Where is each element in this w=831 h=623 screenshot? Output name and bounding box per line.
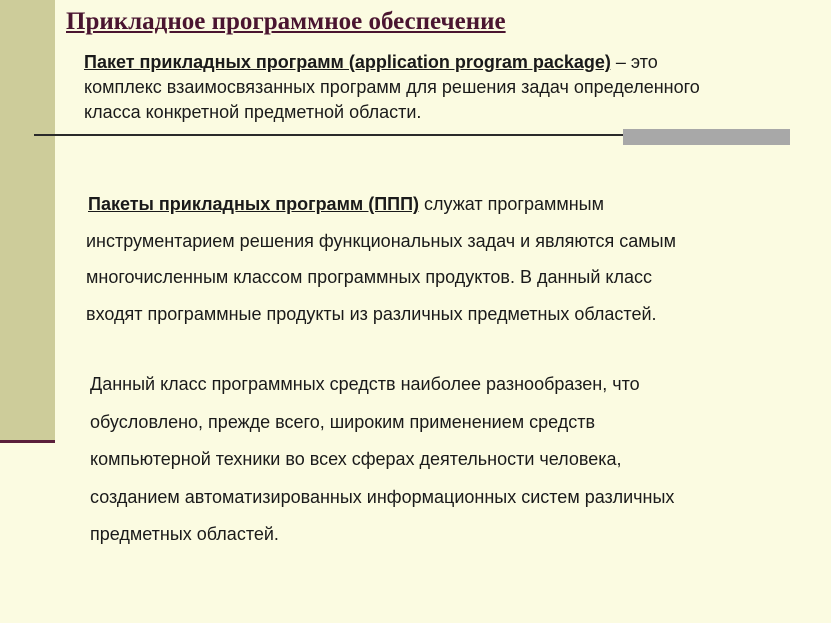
paragraph-1-line-4: входят программные продукты из различных предметных областей.	[86, 303, 657, 324]
definition-line-2: комплекс взаимосвязанных программ для решения задач определенного	[84, 77, 700, 97]
paragraph-2-line-3: компьютерной техники во всех сферах деятельности человека,	[90, 449, 622, 469]
paragraph-2-line-2: обусловлено, прежде всего, широким применением средств	[90, 411, 596, 432]
definition-line-1	[84, 50, 804, 75]
definition-block	[84, 50, 804, 125]
paragraph-2-line-4: созданием автоматизированных информационных систем различных	[90, 486, 675, 507]
paragraph-2-line-5: предметных областей.	[90, 524, 279, 544]
section-divider-accent	[623, 129, 790, 145]
paragraph-1	[86, 186, 806, 332]
paragraph-1-line-3: многочисленным классом программных продуктов. В данный класс	[86, 267, 652, 287]
paragraph-2-line-1: Данный класс программных средств наиболее разнообразен, что	[90, 374, 640, 394]
definition-rest: – это	[610, 52, 658, 72]
paragraph-1-line-1	[86, 186, 806, 223]
definition-line-3: класса конкретной предметной области.	[84, 102, 422, 122]
paragraph-1-rest: служат программным	[419, 194, 604, 214]
definition-term: Пакет прикладных программ (application program package)	[84, 52, 611, 72]
left-accent-bar	[0, 0, 55, 440]
paragraph-1-line-2: инструментарием решения функциональных задач и являются самым	[86, 230, 676, 251]
paragraph-1-term: Пакеты прикладных программ (ППП)	[88, 194, 420, 214]
slide-title: Прикладное программное обеспечение	[66, 8, 506, 35]
paragraph-2	[90, 366, 810, 554]
left-accent-underline	[0, 440, 55, 443]
